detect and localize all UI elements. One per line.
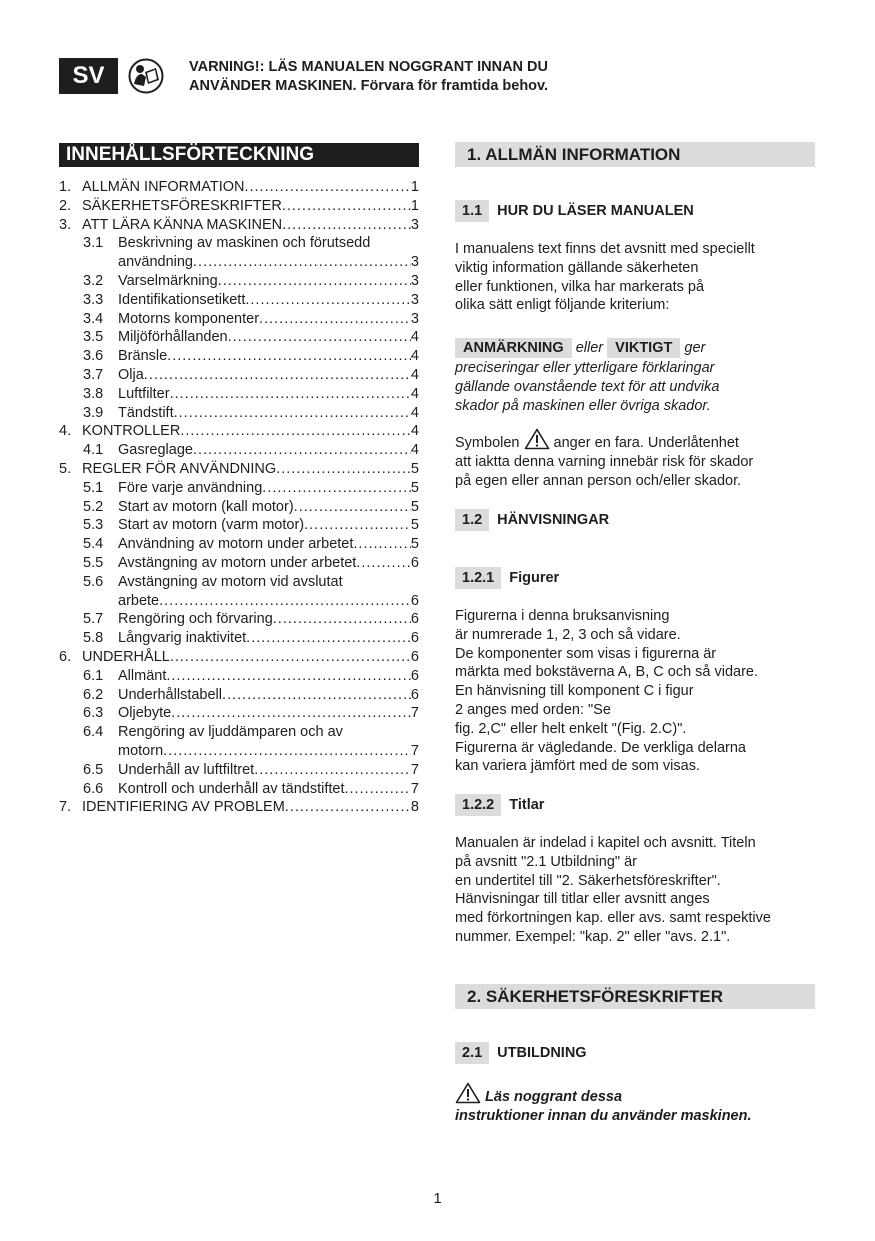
section-title: HUR DU LÄSER MANUALEN: [497, 203, 694, 219]
warning-triangle-icon: [524, 428, 550, 450]
toc-entry-number: 2.: [59, 197, 72, 214]
toc-entry-label: arbete: [118, 592, 160, 609]
warning-header: [189, 58, 548, 96]
text-line: viktig information gällande säkerheten: [455, 259, 699, 276]
toc-leader-dots: [159, 592, 411, 611]
text-line: eller funktionen, vilka har markerats på: [455, 278, 705, 295]
toc-entry-label: Start av motorn (varm motor): [118, 517, 305, 534]
toc-leader-dots: [294, 498, 411, 517]
toc-entry-number: 6.4: [83, 724, 104, 741]
toc-entry-label: Bränsle: [118, 348, 168, 365]
toc-entry-page: 6: [410, 686, 419, 703]
text-line: gällande ovanstående text för att undvika: [455, 378, 720, 395]
toc-entry-page: 3: [410, 310, 419, 327]
text-symbol-pre: Symbolen: [455, 435, 520, 451]
warning-triangle-icon: [455, 1082, 481, 1104]
warning-line-2: ANVÄNDER MASKINEN. Förvara för framtida behov.: [189, 78, 549, 94]
toc-entry-number: 3.1: [83, 235, 104, 252]
toc-entry: [59, 291, 419, 310]
toc-entry-label: UNDERHÅLL: [82, 648, 170, 665]
toc-entry-label: Långvarig inaktivitet: [118, 630, 247, 647]
toc-entry: [59, 197, 419, 216]
toc-leader-dots: [174, 404, 411, 423]
text-line: är numrerade 1, 2, 3 och så vidare.: [455, 626, 681, 643]
toc-entry-page: 1: [410, 197, 419, 214]
section-1-heading: 1. ALLMÄN INFORMATION: [455, 142, 815, 167]
toc-leader-dots: [180, 422, 411, 441]
text-line: I manualens text finns det avsnitt med speciellt: [455, 241, 755, 257]
toc-entry: [59, 535, 419, 554]
toc-entry: [59, 592, 419, 611]
toc-entry: [59, 686, 419, 705]
text-line: märkta med bokstäverna A, B, C och så vidare.: [455, 664, 759, 681]
text-line: att iaktta denna varning innebär risk för skador: [455, 453, 754, 470]
toc-entry-label: ATT LÄRA KÄNNA MASKINEN: [82, 216, 283, 233]
toc-entry-label: Gasreglage: [118, 442, 193, 459]
toc-entry-number: 6.1: [83, 667, 104, 684]
toc-entry-label: KONTROLLER: [82, 423, 181, 440]
text-line: Läs noggrant dessa: [485, 1089, 623, 1105]
toc-entry-page: 7: [410, 761, 419, 778]
toc-entry-label: Allmänt: [118, 667, 167, 684]
toc-entry-page: 4: [410, 404, 419, 421]
toc-entry: [59, 723, 419, 742]
toc-entry-page: 1: [410, 179, 419, 195]
section-number: 1.2.1: [455, 567, 501, 589]
section-2-1-heading: [455, 1042, 587, 1064]
toc-entry-number: 3.4: [83, 310, 104, 327]
toc-entry: [59, 310, 419, 329]
toc-entry-number: 3.6: [83, 348, 104, 365]
toc-entry-label: Varselmärkning: [118, 272, 218, 289]
toc-entry-page: 7: [410, 780, 419, 797]
toc-entry-page: 3: [410, 272, 419, 289]
toc-entry-number: 3.2: [83, 272, 104, 289]
toc-entry: [59, 554, 419, 573]
toc-entry: [59, 667, 419, 686]
toc-entry-page: 4: [410, 348, 419, 365]
toc-entry-page: 4: [410, 329, 419, 346]
toc-entry-page: 6: [410, 667, 419, 684]
toc-entry-page: 5: [410, 460, 419, 477]
toc-entry-number: 6.6: [83, 780, 104, 797]
toc-leader-dots: [345, 780, 411, 799]
language-badge: SV: [59, 58, 118, 94]
note-paragraph: [455, 338, 817, 415]
toc-entry-label: Underhållstabell: [118, 686, 222, 703]
toc-leader-dots: [144, 366, 411, 385]
section-number: 1.2.2: [455, 794, 501, 816]
toc-entry-number: 4.: [59, 423, 72, 440]
toc-entry-number: 3.7: [83, 366, 104, 383]
toc-entry: [59, 385, 419, 404]
toc-entry-page: 6: [410, 554, 419, 571]
toc-entry-page: 4: [410, 366, 419, 383]
toc-entry: [59, 761, 419, 780]
toc-entry: [59, 366, 419, 385]
toc-entry-label: Oljebyte: [118, 705, 172, 722]
text-line: Manualen är indelad i kapitel och avsnitt. Titeln: [455, 835, 756, 851]
toc-leader-dots: [193, 253, 411, 272]
toc-entry-label: Rengöring och förvaring: [118, 611, 273, 628]
toc-entry: [59, 460, 419, 479]
toc-leader-dots: [163, 742, 411, 761]
toc-leader-dots: [244, 178, 410, 197]
text-line: Figurerna är vägledande. De verkliga delarna: [455, 739, 746, 756]
toc-entry-number: 3.3: [83, 291, 104, 308]
toc-entry-page: 3: [410, 216, 419, 233]
text-line: på avsnitt "2.1 Utbildning" är: [455, 853, 637, 870]
section-2-heading: 2. SÄKERHETSFÖRESKRIFTER: [455, 984, 815, 1009]
figures-paragraph: [455, 607, 817, 776]
toc-entry-page: 8: [410, 799, 419, 816]
toc-leader-dots: [259, 310, 411, 329]
toc-entry-page: 4: [410, 385, 419, 402]
toc-entry: [59, 441, 419, 460]
section-1-2-1-heading: [455, 567, 559, 589]
toc-leader-dots: [285, 798, 411, 817]
toc-leader-dots: [353, 535, 411, 554]
toc-entry-number: 5.7: [83, 611, 104, 628]
toc-entry-label: motorn: [118, 742, 164, 759]
section-1-2-heading: [455, 509, 609, 531]
toc-entry: [59, 253, 419, 272]
toc-leader-dots: [273, 610, 411, 629]
how-to-read-paragraph: [455, 240, 817, 315]
toc-entry-label: Tändstift: [118, 404, 174, 421]
toc-entry: [59, 479, 419, 498]
toc-leader-dots: [228, 328, 411, 347]
text-line: Hänvisningar till titlar eller avsnitt anges: [455, 891, 710, 908]
toc-title: INNEHÅLLSFÖRTECKNING: [59, 143, 419, 167]
toc-entry-page: 3: [410, 291, 419, 308]
toc-entry: [59, 234, 419, 253]
toc-leader-dots: [356, 554, 411, 573]
toc-entry-number: 7.: [59, 799, 72, 816]
toc-entry-page: 5: [410, 498, 419, 515]
toc-leader-dots: [166, 667, 411, 686]
note-tag: ANMÄRKNING: [455, 338, 572, 358]
section-title: HÄNVISNINGAR: [497, 512, 610, 528]
toc-leader-dots: [276, 460, 411, 479]
toc-entry-page: 3: [410, 254, 419, 271]
toc-entry-number: 5.3: [83, 517, 104, 534]
toc-entry-number: 5.6: [83, 573, 104, 590]
text-line: med förkortningen kap. eller avs. samt respektive: [455, 910, 771, 927]
toc-entry-label: användning: [118, 254, 193, 271]
toc-entry: [59, 610, 419, 629]
toc-entry-number: 3.: [59, 216, 72, 233]
toc-entry-page: 6: [410, 592, 419, 609]
toc-entry: [59, 648, 419, 667]
text-line: instruktioner innan du använder maskinen.: [455, 1107, 752, 1124]
toc-entry-number: 6.2: [83, 686, 104, 703]
toc-entry-label: Luftfilter: [118, 385, 170, 402]
toc-entry-page: 5: [410, 536, 419, 553]
toc-entry-label: IDENTIFIERING AV PROBLEM: [82, 799, 285, 816]
toc-entry-number: 1.: [59, 179, 72, 195]
toc-leader-dots: [170, 385, 411, 404]
section-number: 1.2: [455, 509, 489, 531]
table-of-contents: [59, 178, 419, 817]
toc-entry: [59, 498, 419, 517]
toc-entry-number: 4.1: [83, 442, 104, 459]
toc-entry: [59, 629, 419, 648]
toc-entry-page: 5: [410, 517, 419, 534]
section-1-2-2-heading: [455, 794, 544, 816]
toc-entry-number: 5.1: [83, 479, 104, 496]
toc-entry-number: 3.8: [83, 385, 104, 402]
text-ger: ger: [684, 340, 706, 356]
section-number: 1.1: [455, 200, 489, 222]
toc-entry: [59, 573, 419, 592]
section-1-1-heading: [455, 200, 694, 222]
section-title: Figurer: [509, 570, 560, 586]
toc-entry: [59, 404, 419, 423]
toc-leader-dots: [282, 197, 411, 216]
toc-leader-dots: [222, 686, 411, 705]
toc-leader-dots: [245, 291, 411, 310]
toc-entry-page: 7: [410, 742, 419, 759]
toc-entry-label: Beskrivning av maskinen och förutsedd: [118, 235, 371, 252]
text-line: Figurerna i denna bruksanvisning: [455, 608, 670, 624]
text-or: eller: [575, 340, 604, 356]
toc-entry-label: Motorns komponenter: [118, 310, 260, 327]
titles-paragraph: [455, 834, 817, 947]
toc-entry-page: 6: [410, 611, 419, 628]
toc-entry-page: 7: [410, 705, 419, 722]
text-line: 2 anges med orden: "Se: [455, 701, 611, 718]
toc-entry-page: 4: [410, 442, 419, 459]
toc-entry-number: 3.9: [83, 404, 104, 421]
toc-entry-label: Före varje användning: [118, 479, 263, 496]
toc-entry: [59, 422, 419, 441]
toc-entry: [59, 742, 419, 761]
toc-entry-label: Identifikationsetikett: [118, 291, 246, 308]
text-line: kan variera jämfört med de som visas.: [455, 758, 700, 775]
text-symbol-post: anger en fara. Underlåtenhet: [553, 435, 739, 451]
text-line: En hänvisning till komponent C i figur: [455, 683, 694, 700]
toc-entry-label: Miljöförhållanden: [118, 329, 228, 346]
toc-leader-dots: [254, 761, 411, 780]
page-number: 1: [433, 1190, 442, 1207]
toc-entry: [59, 780, 419, 799]
read-manual-icon: [126, 58, 166, 94]
toc-entry: [59, 516, 419, 535]
toc-leader-dots: [246, 629, 411, 648]
symbol-paragraph: [455, 428, 817, 490]
toc-entry-number: 5.2: [83, 498, 104, 515]
toc-entry-number: 3.5: [83, 329, 104, 346]
toc-entry-label: Avstängning av motorn vid avslutat: [118, 573, 343, 590]
toc-entry: [59, 704, 419, 723]
toc-entry-number: 6.3: [83, 705, 104, 722]
text-line: olika sätt enligt följande kriterium:: [455, 297, 670, 314]
toc-entry-label: Start av motorn (kall motor): [118, 498, 294, 515]
toc-entry-label: REGLER FÖR ANVÄNDNING: [82, 460, 277, 477]
toc-entry: [59, 178, 419, 197]
toc-entry: [59, 328, 419, 347]
toc-leader-dots: [282, 216, 411, 235]
toc-entry-label: Underhåll av luftfiltret: [118, 761, 255, 778]
training-warning: [455, 1082, 817, 1126]
toc-entry: [59, 347, 419, 366]
toc-leader-dots: [193, 441, 411, 460]
important-tag: VIKTIGT: [607, 338, 680, 358]
toc-entry-page: 4: [410, 423, 419, 440]
toc-entry-label: Rengöring av ljuddämparen och av: [118, 724, 343, 741]
toc-entry-number: 5.8: [83, 630, 104, 647]
toc-entry: [59, 216, 419, 235]
toc-leader-dots: [304, 516, 411, 535]
text-line: preciseringar eller ytterligare förklaringar: [455, 360, 715, 376]
toc-entry-page: 6: [410, 648, 419, 665]
toc-leader-dots: [262, 479, 411, 498]
toc-entry-number: 5.4: [83, 536, 104, 553]
section-title: UTBILDNING: [497, 1045, 587, 1061]
toc-entry-page: 6: [410, 630, 419, 647]
toc-entry-number: 5.5: [83, 554, 104, 571]
toc-entry-label: Användning av motorn under arbetet: [118, 536, 354, 553]
text-line: på egen eller annan person och/eller skador.: [455, 472, 742, 489]
toc-entry-number: 6.: [59, 648, 72, 665]
toc-leader-dots: [218, 272, 411, 291]
text-line: fig. 2,C" eller helt enkelt "(Fig. 2.C)".: [455, 720, 687, 737]
toc-entry-label: ALLMÄN INFORMATION: [82, 179, 245, 195]
text-line: nummer. Exempel: "kap. 2" eller "avs. 2.1".: [455, 928, 731, 945]
toc-entry: [59, 798, 419, 817]
text-line: en undertitel till "2. Säkerhetsföreskrifter".: [455, 872, 721, 889]
toc-entry-number: 5.: [59, 460, 72, 477]
toc-entry-label: Olja: [118, 366, 144, 383]
toc-entry-label: Kontroll och underhåll av tändstiftet: [118, 780, 345, 797]
section-title: Titlar: [509, 797, 545, 813]
text-line: De komponenter som visas i figurerna är: [455, 645, 717, 662]
text-line: skador på maskinen eller övriga skador.: [455, 397, 711, 414]
warning-line-1: VARNING!: LÄS MANUALEN NOGGRANT INNAN DU: [189, 59, 548, 75]
toc-entry-page: 5: [410, 479, 419, 496]
toc-entry: [59, 272, 419, 291]
toc-entry-label: SÄKERHETSFÖRESKRIFTER: [82, 197, 282, 214]
toc-entry-number: 6.5: [83, 761, 104, 778]
toc-entry-label: Avstängning av motorn under arbetet: [118, 554, 357, 571]
section-number: 2.1: [455, 1042, 489, 1064]
toc-leader-dots: [170, 648, 411, 667]
toc-leader-dots: [167, 347, 411, 366]
toc-leader-dots: [171, 704, 411, 723]
